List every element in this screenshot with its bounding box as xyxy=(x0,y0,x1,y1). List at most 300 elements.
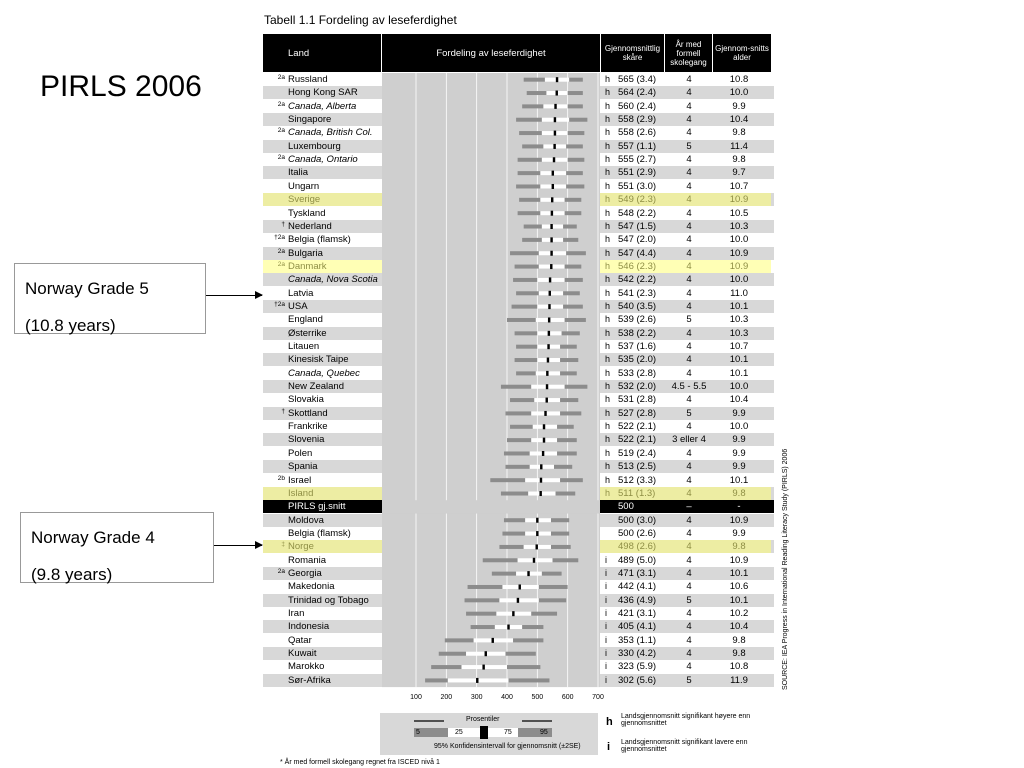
row-age: 10.1 xyxy=(729,474,749,486)
row-note xyxy=(263,460,285,473)
row-flag: h xyxy=(605,421,611,432)
row-years: 4 xyxy=(686,554,692,566)
row-score: 512 (3.3) xyxy=(618,474,657,486)
row-years: 5 xyxy=(686,594,692,606)
row-age: 10.4 xyxy=(729,621,749,633)
row-age: 10.8 xyxy=(729,661,749,673)
row-country: Indonesia xyxy=(288,621,330,633)
row-score: 558 (2.9) xyxy=(618,114,657,126)
row-years: 4 xyxy=(686,421,692,433)
x-tick-label: 100 xyxy=(410,694,422,701)
row-flag: i xyxy=(605,608,607,618)
row-age: 10.0 xyxy=(729,381,749,393)
row-flag: h xyxy=(605,220,611,231)
callout-arrow-grade4 xyxy=(214,545,262,546)
row-age: 9.8 xyxy=(732,154,746,166)
row-country: Moldova xyxy=(288,514,324,526)
row-country: Tyskland xyxy=(288,207,326,219)
row-note xyxy=(263,634,285,647)
row-age: 10.1 xyxy=(729,594,749,606)
row-years: 3 eller 4 xyxy=(672,434,706,446)
row-years: 4 xyxy=(686,100,692,112)
row-years: 4 xyxy=(686,394,692,406)
row-note: †2a xyxy=(274,300,285,308)
callout-line: Norway Grade 4 xyxy=(31,528,155,547)
row-note xyxy=(263,674,285,687)
row-country: Canada, Nova Scotia xyxy=(288,274,378,286)
legend-tick-75: 75 xyxy=(504,729,512,736)
row-note xyxy=(263,594,285,607)
row-years: 4 xyxy=(686,461,692,473)
table-row xyxy=(263,113,774,126)
table-row xyxy=(263,500,774,513)
row-age: 9.9 xyxy=(732,100,746,112)
table-row xyxy=(263,300,774,313)
row-years: 5 xyxy=(686,314,692,326)
row-years: 4 xyxy=(686,567,692,579)
legend-tick-95: 95 xyxy=(540,729,548,736)
row-flag: h xyxy=(605,127,611,138)
row-flag: h xyxy=(605,234,611,245)
row-country: Litauen xyxy=(288,341,320,352)
table-row xyxy=(263,527,774,540)
row-flag: h xyxy=(605,341,611,351)
row-country: Canada, Alberta xyxy=(288,100,357,112)
row-score: 323 (5.9) xyxy=(618,661,657,673)
row-flag: h xyxy=(605,74,611,84)
row-flag: i xyxy=(605,634,607,645)
row-years: 4 xyxy=(686,87,692,99)
row-score: 500 (3.0) xyxy=(618,514,657,526)
row-flag: i xyxy=(605,648,607,659)
row-country: Frankrike xyxy=(288,421,328,433)
callout-norway-grade5 xyxy=(14,263,206,334)
row-country: Italia xyxy=(288,167,309,179)
row-country: PIRLS gj.snitt xyxy=(288,501,346,513)
row-score: 564 (2.4) xyxy=(618,87,657,99)
row-age: 9.8 xyxy=(732,127,746,139)
row-note xyxy=(263,313,285,326)
callout-line: Norway Grade 5 xyxy=(25,279,149,298)
row-years: 5 xyxy=(686,140,692,152)
row-note: 2a xyxy=(277,100,285,108)
row-country: Luxembourg xyxy=(288,140,341,152)
x-tick-label: 300 xyxy=(470,694,483,701)
row-score: 551 (2.9) xyxy=(618,167,657,179)
row-note: † xyxy=(281,407,285,415)
row-country: Qatar xyxy=(288,634,312,646)
row-years: 4 xyxy=(686,354,692,366)
row-age: 10.9 xyxy=(729,554,749,566)
row-score: 539 (2.6) xyxy=(618,314,657,326)
legend-tick-5: 5 xyxy=(416,729,420,736)
row-country: Hong Kong SAR xyxy=(288,87,358,99)
row-age: 10.9 xyxy=(729,247,749,259)
row-note xyxy=(263,433,285,446)
table-row xyxy=(263,313,774,326)
row-highlight xyxy=(263,540,771,553)
row-country: Israel xyxy=(288,474,312,486)
row-flag: i xyxy=(605,674,607,685)
row-flag: h xyxy=(605,180,611,191)
table-row xyxy=(263,220,774,233)
table-row xyxy=(263,233,774,246)
table-row xyxy=(263,340,774,353)
row-years: 4 xyxy=(686,247,692,259)
row-country: Russland xyxy=(288,74,328,85)
row-note xyxy=(263,380,285,393)
row-age: 9.9 xyxy=(732,434,746,446)
x-tick-label: 400 xyxy=(501,694,513,701)
row-flag: h xyxy=(605,100,611,111)
row-score: 532 (2.0) xyxy=(618,381,657,393)
row-note xyxy=(263,287,285,300)
row-note xyxy=(263,140,285,153)
legend-title: Prosentiler xyxy=(466,716,500,723)
row-flag: h xyxy=(605,354,611,365)
row-note: 2a xyxy=(277,567,285,575)
table-row xyxy=(263,287,774,300)
row-note xyxy=(263,647,285,660)
row-years: 5 xyxy=(686,407,692,419)
row-flag: h xyxy=(605,461,611,472)
row-score: 302 (5.6) xyxy=(618,674,657,686)
x-tick-label: 500 xyxy=(531,694,544,701)
row-note: 2b xyxy=(277,474,285,482)
row-years: 4 xyxy=(686,527,692,539)
table-row xyxy=(263,153,774,166)
row-score: 405 (4.1) xyxy=(618,621,657,633)
row-years: 4 xyxy=(686,220,692,232)
row-flag: i xyxy=(605,581,607,592)
row-country: Makedonia xyxy=(288,581,335,593)
table-row xyxy=(263,634,774,647)
row-note xyxy=(263,113,285,126)
row-note xyxy=(263,393,285,406)
row-age: 9.9 xyxy=(732,461,746,473)
table-row xyxy=(263,674,774,687)
row-score: 353 (1.1) xyxy=(618,634,657,646)
header-distribution: Fordeling av leseferdighet xyxy=(382,34,600,72)
row-note xyxy=(263,500,285,513)
table-row xyxy=(263,327,774,340)
row-score: 519 (2.4) xyxy=(618,447,657,459)
row-score: 547 (1.5) xyxy=(618,220,657,232)
table-row xyxy=(263,166,774,179)
row-score: 538 (2.2) xyxy=(618,327,657,339)
row-years: 4 xyxy=(686,180,692,192)
row-note: 2a xyxy=(277,74,285,81)
row-country: Iran xyxy=(288,608,305,619)
header-score: Gjennomsnittlig skåre xyxy=(601,34,664,72)
row-highlight xyxy=(263,193,771,206)
row-score: 548 (2.2) xyxy=(618,207,657,219)
row-years: 4.5 - 5.5 xyxy=(671,381,707,393)
row-age: 10.5 xyxy=(729,207,749,219)
row-age: 10.7 xyxy=(729,341,749,352)
row-flag: h xyxy=(605,327,611,338)
row-years: 4 xyxy=(686,514,692,526)
row-note xyxy=(263,353,285,366)
row-country: Kinesisk Taipe xyxy=(288,354,349,366)
row-score: 436 (4.9) xyxy=(618,594,657,606)
row-country: Georgia xyxy=(288,567,322,579)
row-country: Slovenia xyxy=(288,434,325,446)
row-note xyxy=(263,86,285,99)
row-note: 2a xyxy=(277,247,285,255)
row-age: 10.4 xyxy=(729,394,749,406)
row-note: 2a xyxy=(277,127,285,135)
row-flag: h xyxy=(605,140,611,151)
table-row xyxy=(263,554,774,567)
x-tick-label: 600 xyxy=(561,694,574,701)
row-country: Sør-Afrika xyxy=(288,674,331,686)
row-age: 10.3 xyxy=(729,314,749,326)
row-note xyxy=(263,580,285,593)
row-flag: h xyxy=(605,154,611,165)
row-years: 4 xyxy=(686,621,692,633)
table-row xyxy=(263,647,774,660)
row-years: 4 xyxy=(686,167,692,179)
row-score: 489 (5.0) xyxy=(618,554,657,566)
row-age: 11.0 xyxy=(730,287,748,299)
row-age: 10.3 xyxy=(729,327,749,339)
table-row xyxy=(263,86,774,99)
row-age: 11.9 xyxy=(730,674,748,686)
row-flag: h xyxy=(605,314,611,325)
x-tick-label: 200 xyxy=(440,694,453,701)
row-score: 565 (3.4) xyxy=(618,74,657,85)
row-score: 500 (2.6) xyxy=(618,527,657,539)
row-years: – xyxy=(686,501,692,513)
row-flag: i xyxy=(605,661,607,672)
row-flag: h xyxy=(605,274,611,285)
callout-arrow-grade5 xyxy=(206,295,262,296)
row-country: Skottland xyxy=(288,407,328,419)
row-score: 558 (2.6) xyxy=(618,127,657,139)
row-score: 560 (2.4) xyxy=(618,100,657,112)
table-row xyxy=(263,407,774,420)
callout-line: (9.8 years) xyxy=(31,565,113,584)
legend-mean-mark xyxy=(480,726,488,739)
table-row xyxy=(263,207,774,220)
table-row xyxy=(263,353,774,366)
row-note xyxy=(263,554,285,567)
row-age: 10.0 xyxy=(729,274,749,286)
row-note xyxy=(263,420,285,433)
row-years: 4 xyxy=(686,341,692,352)
row-country: Belgia (flamsk) xyxy=(288,527,351,539)
x-tick-label: 700 xyxy=(592,694,604,701)
row-age: 9.9 xyxy=(732,527,746,539)
row-score: 421 (3.1) xyxy=(618,608,657,619)
table-row xyxy=(263,367,774,380)
row-years: 4 xyxy=(686,327,692,339)
row-flag: i xyxy=(605,594,607,605)
row-note xyxy=(263,340,285,353)
row-note: † xyxy=(281,220,285,228)
row-score: 555 (2.7) xyxy=(618,154,657,166)
row-flag: h xyxy=(605,247,611,258)
row-score: 535 (2.0) xyxy=(618,354,657,366)
row-age: 9.9 xyxy=(732,447,746,459)
table-row xyxy=(263,420,774,433)
table-row xyxy=(263,140,774,153)
row-country: Canada, Ontario xyxy=(288,154,358,166)
row-flag: h xyxy=(605,434,611,445)
row-age: 10.1 xyxy=(729,567,749,579)
row-highlight xyxy=(263,260,771,273)
row-score: 542 (2.2) xyxy=(618,274,657,286)
source-note: SOURCE: IEA Progress in International Reading Literacy Study (PIRLS) 2006 xyxy=(782,448,789,690)
row-score: 527 (2.8) xyxy=(618,407,657,419)
row-years: 4 xyxy=(686,154,692,166)
row-highlight xyxy=(263,487,771,500)
table-row xyxy=(263,273,774,286)
row-age: 10.6 xyxy=(729,581,749,593)
row-years: 4 xyxy=(686,114,692,126)
row-age: 10.0 xyxy=(729,87,749,99)
row-age: 10.0 xyxy=(729,421,749,433)
row-years: 4 xyxy=(686,234,692,246)
table-row xyxy=(263,580,774,593)
row-score: 537 (1.6) xyxy=(618,341,657,352)
row-country: Spania xyxy=(288,461,318,473)
row-note xyxy=(263,180,285,193)
row-age: 9.8 xyxy=(732,648,746,660)
row-flag: h xyxy=(605,167,611,178)
row-note xyxy=(263,367,285,380)
row-flag: h xyxy=(605,87,611,98)
legend-i-text: Landsgjennomsnitt signifikant lavere enn gjennomsnittet xyxy=(621,739,748,753)
row-country: Latvia xyxy=(288,287,314,299)
row-country: Marokko xyxy=(288,661,325,673)
row-years: 4 xyxy=(686,287,692,299)
row-age: 10.4 xyxy=(729,114,749,126)
row-years: 4 xyxy=(686,661,692,673)
row-years: 4 xyxy=(686,207,692,219)
row-score: 522 (2.1) xyxy=(618,434,657,446)
row-years: 4 xyxy=(686,608,692,619)
row-score: 557 (1.1) xyxy=(618,140,657,152)
row-note xyxy=(263,660,285,673)
row-flag: h xyxy=(605,114,611,125)
table-row xyxy=(263,620,774,633)
row-score: 513 (2.5) xyxy=(618,461,657,473)
row-country: Nederland xyxy=(288,220,332,232)
row-country: Canada, British Col. xyxy=(288,127,373,139)
row-flag: h xyxy=(605,407,611,418)
row-age: 10.7 xyxy=(729,180,749,192)
row-age: 10.1 xyxy=(729,300,749,312)
row-age: 9.7 xyxy=(732,167,746,179)
row-age: 10.3 xyxy=(729,220,749,232)
header-age: Gjennom-snitts alder xyxy=(713,34,771,72)
row-flag: i xyxy=(605,567,607,578)
row-score: 500 xyxy=(618,501,634,513)
legend-i-symbol: i xyxy=(607,741,611,753)
row-flag: h xyxy=(605,474,611,485)
table-row xyxy=(263,433,774,446)
table-row xyxy=(263,594,774,607)
row-score: 533 (2.8) xyxy=(618,367,657,379)
row-flag: i xyxy=(605,621,607,632)
row-age: 10.1 xyxy=(729,354,749,366)
table-row xyxy=(263,474,774,487)
row-flag: h xyxy=(605,447,611,458)
row-flag: h xyxy=(605,287,611,298)
row-years: 4 xyxy=(686,367,692,379)
row-country: Belgia (flamsk) xyxy=(288,234,351,246)
row-age: 10.8 xyxy=(729,74,749,85)
row-country: New Zealand xyxy=(288,381,344,393)
row-note xyxy=(263,327,285,340)
row-score: 522 (2.1) xyxy=(618,421,657,433)
row-country: Polen xyxy=(288,447,313,459)
row-age: 9.8 xyxy=(732,634,746,646)
row-country: Slovakia xyxy=(288,394,324,406)
row-flag: h xyxy=(605,394,611,405)
table-row xyxy=(263,447,774,460)
table-row xyxy=(263,180,774,193)
row-note: †2a xyxy=(274,234,285,242)
callout-line: (10.8 years) xyxy=(25,316,116,335)
row-score: 540 (3.5) xyxy=(618,300,657,312)
table-row xyxy=(263,660,774,673)
row-years: 4 xyxy=(686,274,692,286)
row-country: Ungarn xyxy=(288,180,320,192)
row-country: England xyxy=(288,314,323,326)
legend-h-text: Landsgjennomsnitt signifikant høyere enn gjennomsnittet xyxy=(621,713,751,727)
header-years: År med formell skolegang xyxy=(665,34,712,72)
row-years: 4 xyxy=(686,581,692,593)
row-score: 541 (2.3) xyxy=(618,287,657,299)
table-row xyxy=(263,73,774,86)
row-score: 547 (4.4) xyxy=(618,247,657,259)
table-row xyxy=(263,380,774,393)
row-country: Romania xyxy=(288,554,327,566)
table-row xyxy=(263,607,774,620)
row-flag: h xyxy=(605,367,611,378)
table-row xyxy=(263,126,774,139)
slide-title: PIRLS 2006 xyxy=(40,70,202,103)
row-age: 10.2 xyxy=(729,608,749,619)
row-note xyxy=(263,273,285,286)
table-row xyxy=(263,460,774,473)
row-note xyxy=(263,514,285,527)
row-country: Bulgaria xyxy=(288,247,323,259)
row-note: 2a xyxy=(277,154,285,162)
row-years: 4 xyxy=(686,474,692,486)
row-country: Canada, Quebec xyxy=(288,367,360,379)
table-row xyxy=(263,514,774,527)
row-note xyxy=(263,527,285,540)
row-score: 547 (2.0) xyxy=(618,234,657,246)
row-flag: h xyxy=(605,381,611,392)
legend-h-symbol: h xyxy=(606,716,613,728)
row-score: 442 (4.1) xyxy=(618,581,657,593)
row-years: 4 xyxy=(686,447,692,459)
row-years: 4 xyxy=(686,634,692,646)
row-country: Østerrike xyxy=(288,327,327,339)
row-years: 4 xyxy=(686,648,692,660)
row-note xyxy=(263,207,285,220)
table-row xyxy=(263,567,774,580)
row-note xyxy=(263,166,285,179)
row-years: 4 xyxy=(686,300,692,312)
row-score: 551 (3.0) xyxy=(618,180,657,192)
row-age: 10.0 xyxy=(729,234,749,246)
